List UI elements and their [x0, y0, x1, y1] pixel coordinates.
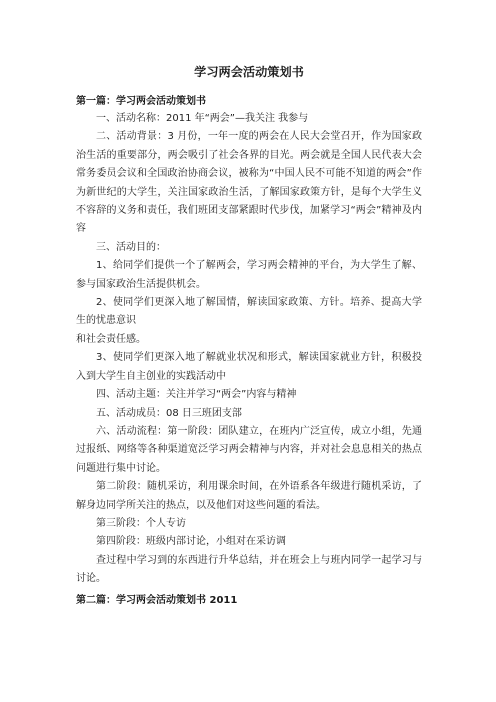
paragraph-activity-background: 二、活动背景：3 月份，一年一度的两会在人民大会堂召开，作为国家政治生活的重要部分，两会吸引了社会各界的目光。两会就是全国人民代表大会常务委员会议和全国政治协商会议，被称为“中国人民不可能不知道的两会”作为新世纪的大学生，关注国家政治生活，了解国家政策方针，是每个大学生义不容辞的义务和责任，我们班团支部紧跟时代步伐，加紧学习“两会”精神及内容 — [76, 131, 422, 235]
paragraph-stage-4: 第四阶段：班级内部讨论，小组对在采访调 — [96, 536, 286, 548]
document-page — [76, 0, 422, 609]
paragraph-stage-3: 第三阶段：个人专访 — [96, 517, 186, 529]
paragraph-purpose-3: 3、使同学们更深入地了解就业状况和形式，解读国家就业方针，积极投入到大学生自主创业的实践活动中 — [76, 352, 422, 382]
paragraph-stage-2: 第二阶段：随机采访，利用课余时间，在外语系各年级进行随机采访，了解身边同学所关注的热点，以及他们对这些问题的看法。 — [76, 481, 422, 511]
paragraph-activity-name: 一、活动名称：2011 年“两会”—我关注 我参与 — [96, 113, 309, 124]
section-2-heading: 第二篇：学习两会活动策划书 2011 — [76, 594, 238, 606]
paragraph-stage-4-continued: 查过程中学习到的东西进行升华总结，并在班会上与班内同学一起学习与讨论。 — [76, 554, 422, 585]
paragraph-activity-theme: 四、活动主题：关注并学习“两会”内容与精神 — [96, 389, 297, 401]
paragraph-purpose-1: 1、给同学们提供一个了解两会，学习两会精神的平台，为大学生了解、参与国家政治生活提供机会。 — [76, 260, 422, 290]
document-title: 学习两会活动策划书 — [194, 65, 304, 79]
section-1-heading: 第一篇：学习两会活动策划书 — [76, 96, 206, 107]
paragraph-purpose-2-continuation: 和社会责任感。 — [76, 333, 146, 345]
paragraph-purpose-2: 2、使同学们更深入地了解国情，解读国家政策、方针。培养、提高大学生的忧患意识 — [76, 297, 422, 327]
paragraph-activity-process: 六、活动流程：第一阶段：团队建立，在班内广泛宣传，成立小组，先通过报纸、网络等各种渠道宽泛学习两会精神与内容，并对社会息息相关的热点问题进行集中讨论。 — [76, 425, 422, 474]
paragraph-activity-purpose: 三、活动目的： — [96, 241, 166, 253]
paragraph-activity-members: 五、活动成员：08 日三班团支部 — [96, 407, 242, 419]
